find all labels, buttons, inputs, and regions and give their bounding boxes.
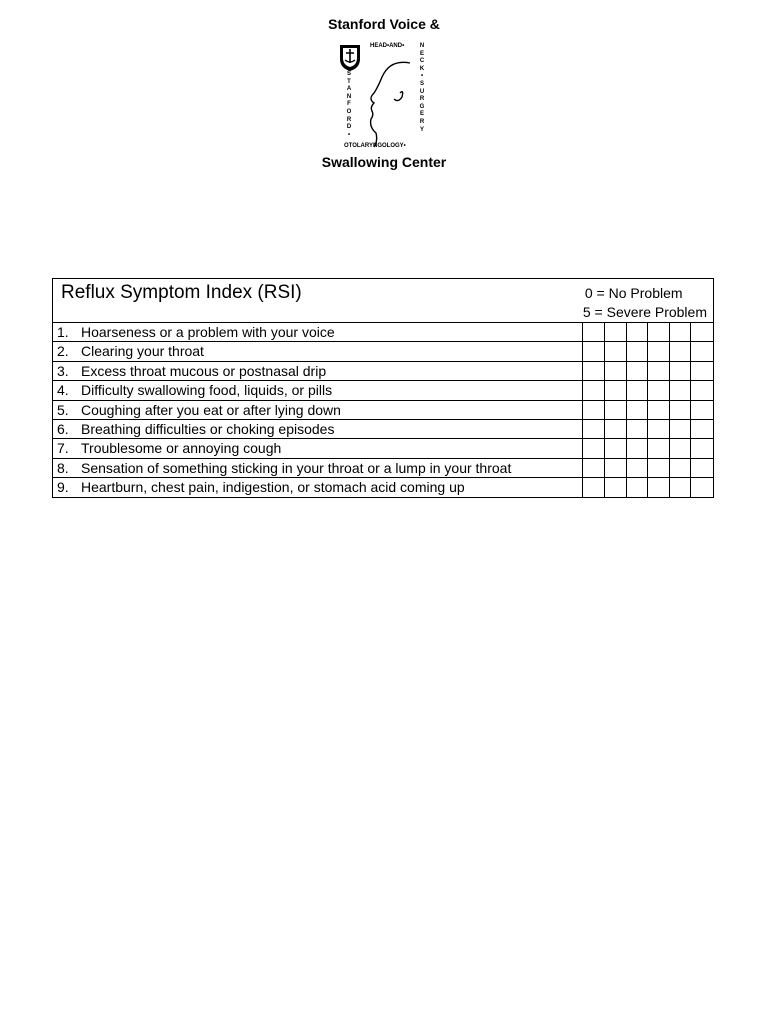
logo-bottom-text: OTOLARYNGOLOGY• <box>344 143 406 149</box>
symptom-label: Coughing after you eat or after lying down <box>81 401 583 419</box>
rating-box-5[interactable] <box>691 439 713 457</box>
logo-right-text: N E C K • S U R G E R Y <box>419 43 425 133</box>
rating-box-1[interactable] <box>605 381 627 399</box>
rating-box-4[interactable] <box>670 420 692 438</box>
rating-box-2[interactable] <box>627 342 649 360</box>
rating-box-3[interactable] <box>648 362 670 380</box>
rating-box-1[interactable] <box>605 401 627 419</box>
rating-box-3[interactable] <box>648 381 670 399</box>
rating-box-2[interactable] <box>627 459 649 477</box>
rating-box-1[interactable] <box>605 362 627 380</box>
form-title: Reflux Symptom Index (RSI) <box>61 282 302 303</box>
table-row <box>53 439 713 458</box>
rating-box-0[interactable] <box>583 342 605 360</box>
rating-box-4[interactable] <box>670 362 692 380</box>
rating-box-5[interactable] <box>691 420 713 438</box>
symptom-label: Breathing difficulties or choking episodes <box>81 420 583 438</box>
item-number: 5. <box>57 401 69 418</box>
rating-box-4[interactable] <box>670 459 692 477</box>
rating-box-3[interactable] <box>648 420 670 438</box>
rating-box-2[interactable] <box>627 478 649 496</box>
table-row <box>53 401 713 420</box>
item-number: 8. <box>57 459 69 476</box>
header-line2: Swallowing Center <box>321 154 447 170</box>
table-row <box>53 381 713 400</box>
item-number: 1. <box>57 324 69 340</box>
rating-scale-legend <box>583 284 707 321</box>
rating-box-1[interactable] <box>605 420 627 438</box>
scale-high-label: 5 = Severe Problem <box>582 303 707 320</box>
rating-box-2[interactable] <box>627 401 649 419</box>
rating-box-1[interactable] <box>605 323 627 341</box>
symptom-label: Hoarseness or a problem with your voice <box>81 323 583 341</box>
item-number: 7. <box>57 440 69 457</box>
table-row <box>53 478 713 496</box>
rating-box-0[interactable] <box>583 439 605 457</box>
item-number: 3. <box>57 362 69 379</box>
rating-box-0[interactable] <box>583 381 605 399</box>
rsi-form-table <box>52 278 714 498</box>
scale-low-label: 0 = No Problem <box>584 285 683 301</box>
rating-box-4[interactable] <box>670 342 692 360</box>
rating-box-0[interactable] <box>583 420 605 438</box>
rating-box-5[interactable] <box>691 381 713 399</box>
rating-box-2[interactable] <box>627 381 649 399</box>
rating-box-3[interactable] <box>648 478 670 496</box>
rating-box-0[interactable] <box>583 459 605 477</box>
rating-box-3[interactable] <box>648 323 670 341</box>
item-number: 9. <box>57 479 69 496</box>
symptom-label: Heartburn, chest pain, indigestion, or stomach acid coming up <box>81 478 583 496</box>
rating-box-2[interactable] <box>627 420 649 438</box>
rating-box-3[interactable] <box>648 342 670 360</box>
item-number: 2. <box>57 343 69 360</box>
rating-box-3[interactable] <box>648 459 670 477</box>
table-row <box>53 420 713 439</box>
rating-box-1[interactable] <box>605 459 627 477</box>
rating-box-5[interactable] <box>691 401 713 419</box>
rating-box-4[interactable] <box>670 401 692 419</box>
rating-box-5[interactable] <box>691 478 713 496</box>
symptom-rows <box>53 323 713 497</box>
rating-box-3[interactable] <box>648 401 670 419</box>
rating-box-4[interactable] <box>670 381 692 399</box>
item-number: 6. <box>57 420 69 437</box>
symptom-label: Difficulty swallowing food, liquids, or pills <box>81 381 583 399</box>
logo-left-text: S T A N F O R D • <box>346 71 352 138</box>
rating-box-3[interactable] <box>648 439 670 457</box>
rating-box-1[interactable] <box>605 439 627 457</box>
rating-box-4[interactable] <box>670 478 692 496</box>
rating-box-2[interactable] <box>627 362 649 380</box>
table-row <box>53 362 713 381</box>
stanford-head-neck-logo <box>334 41 434 153</box>
item-number: 4. <box>57 382 69 399</box>
rating-box-0[interactable] <box>583 478 605 496</box>
rating-box-2[interactable] <box>627 323 649 341</box>
rating-box-5[interactable] <box>691 323 713 341</box>
rating-box-1[interactable] <box>605 478 627 496</box>
logo-top-text: HEAD•AND• <box>370 43 405 49</box>
symptom-label: Excess throat mucous or postnasal drip <box>81 362 583 380</box>
symptom-label: Clearing your throat <box>81 342 583 360</box>
table-row <box>53 342 713 361</box>
rating-box-4[interactable] <box>670 323 692 341</box>
rating-box-2[interactable] <box>627 439 649 457</box>
rating-box-5[interactable] <box>691 459 713 477</box>
rating-box-0[interactable] <box>583 323 605 341</box>
symptom-label: Sensation of something sticking in your throat or a lump in your throat <box>81 459 583 477</box>
rating-box-5[interactable] <box>691 362 713 380</box>
rating-box-0[interactable] <box>583 362 605 380</box>
rating-box-5[interactable] <box>691 342 713 360</box>
rating-box-4[interactable] <box>670 439 692 457</box>
symptom-label: Troublesome or annoying cough <box>81 439 583 457</box>
table-row <box>53 459 713 478</box>
rating-box-0[interactable] <box>583 401 605 419</box>
rating-box-1[interactable] <box>605 342 627 360</box>
header-line1: Stanford Voice & <box>328 16 440 32</box>
table-header <box>53 279 713 323</box>
table-row <box>53 323 713 342</box>
